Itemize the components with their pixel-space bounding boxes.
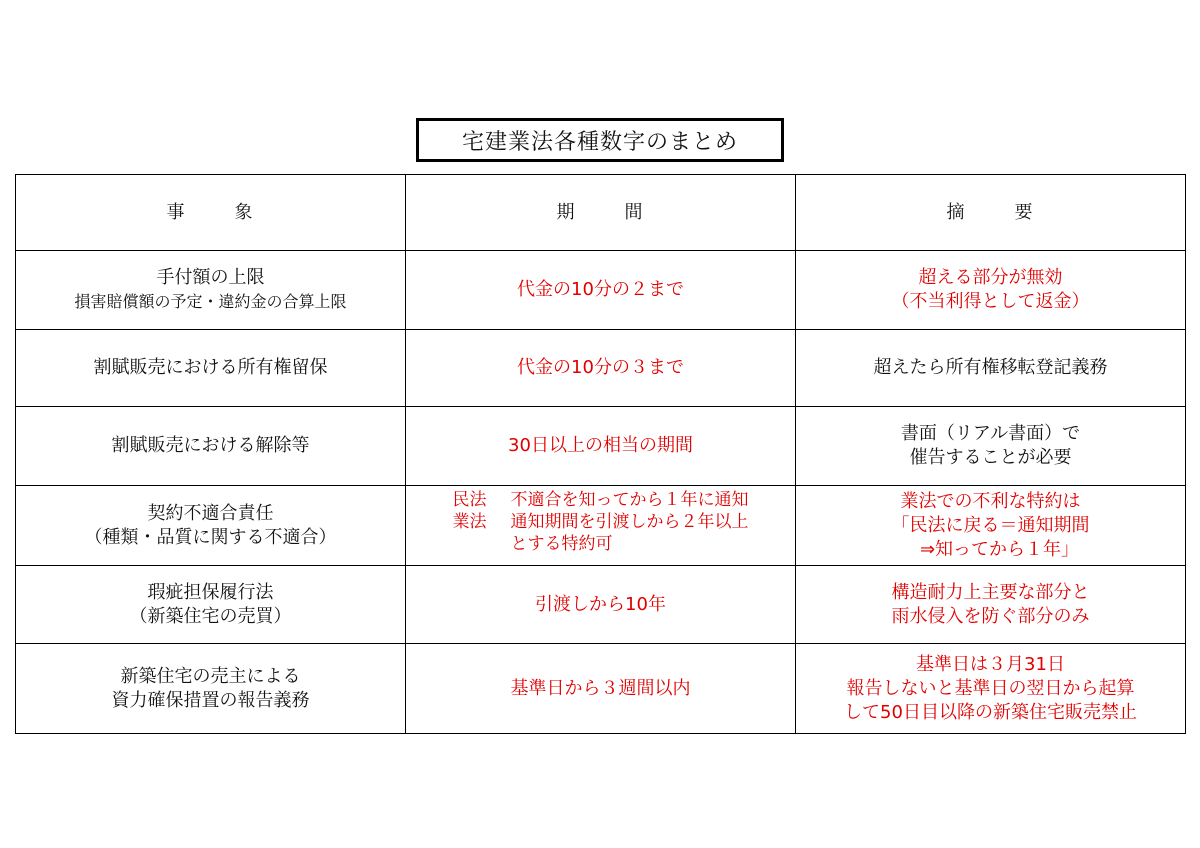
table-row (16, 251, 1186, 330)
header-period: 期 間 (406, 175, 796, 251)
header-event: 事 象 (16, 175, 406, 251)
table-row (16, 330, 1186, 407)
event-cell: 契約不適合責任 （種類・品質に関する不適合） (16, 486, 406, 566)
table-row (16, 486, 1186, 566)
summary-cell: 超えたら所有権移転登記義務 (796, 330, 1186, 407)
list-item: 民法 不適合を知ってから１年に通知 (452, 490, 749, 510)
table-row (16, 407, 1186, 486)
summary-cell: 基準日は３月31日 報告しないと基準日の翌日から起算 して50日目以降の新築住宅販売禁止 (796, 644, 1186, 734)
list-item: 業法 通知期間を引渡しから２年以上 (452, 512, 749, 532)
period-cell: 30日以上の相当の期間 (406, 407, 796, 486)
list-item: とする特約可 (510, 534, 613, 554)
period-cell (406, 486, 796, 566)
summary-table (15, 174, 1186, 734)
header-summary: 摘 要 (796, 175, 1186, 251)
law-period-list (453, 489, 749, 555)
event-cell: 新築住宅の売主による 資力確保措置の報告義務 (16, 644, 406, 734)
period-cell: 代金の10分の２まで (406, 251, 796, 330)
event-cell: 瑕疵担保履行法 （新築住宅の売買） (16, 566, 406, 644)
table-header-row (16, 175, 1186, 251)
period-cell: 代金の10分の３まで (406, 330, 796, 407)
summary-cell: 構造耐力上主要な部分と 雨水侵入を防ぐ部分のみ (796, 566, 1186, 644)
table-row (16, 644, 1186, 734)
event-cell: 手付額の上限 損害賠償額の予定・違約金の合算上限 (16, 251, 406, 330)
summary-cell: 書面（リアル書面）で 催告することが必要 (796, 407, 1186, 486)
event-cell: 割賦販売における所有権留保 (16, 330, 406, 407)
page-title: 宅建業法各種数字のまとめ (416, 118, 784, 162)
summary-cell: 超える部分が無効 （不当利得として返金） (796, 251, 1186, 330)
table-row (16, 566, 1186, 644)
period-cell: 引渡しから10年 (406, 566, 796, 644)
summary-cell: 業法での不利な特約は 「民法に戻る＝通知期間 ⇒知ってから１年」 (796, 486, 1186, 566)
event-cell: 割賦販売における解除等 (16, 407, 406, 486)
period-cell: 基準日から３週間以内 (406, 644, 796, 734)
